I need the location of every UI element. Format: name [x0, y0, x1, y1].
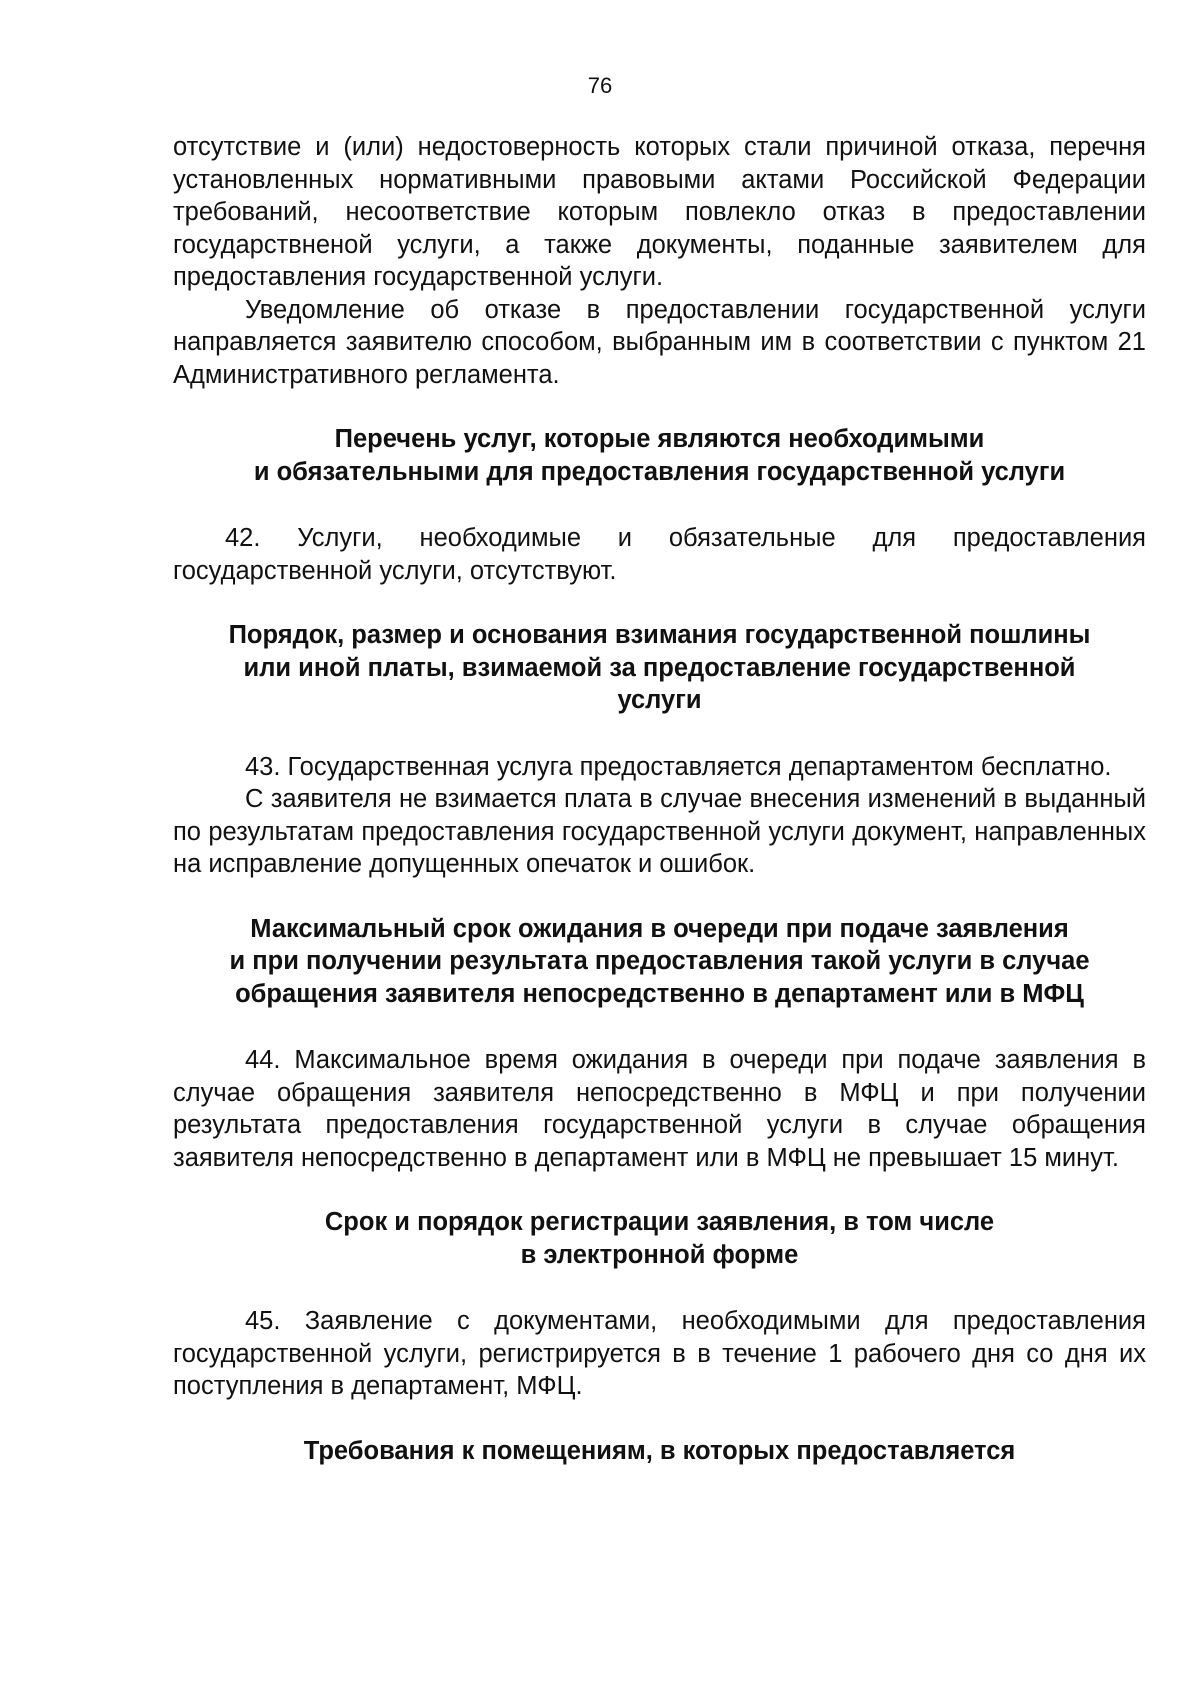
document-body	[173, 131, 1146, 1467]
heading-line: Требования к помещениям, в которых предоставляется	[303, 1436, 1016, 1465]
paragraph-45: 45. Заявление с документами, необходимыми для предоставления государственной услуги, регистрируется в в течение 1 рабочего дня со дня их поступления в департамент, МФЦ.	[173, 1307, 1146, 1400]
heading-line: Максимальный срок ожидания в очереди при подаче заявления	[250, 914, 1069, 943]
heading-waiting-time	[173, 913, 1146, 1011]
heading-line: или иной платы, взимаемой за предоставление государственной	[243, 653, 1076, 682]
heading-line: и при получении результата предоставления такой услуги в случае	[229, 947, 1090, 975]
paragraph-44: 44. Максимальное время ожидания в очереди при подаче заявления в случае обращения заявителя непосредственно в МФЦ и при получении результата предоставления государственной услуги в случае обращения заявителя непосредственно в департамент или в МФЦ не превышает 15 минут.	[173, 1046, 1146, 1172]
heading-line: в электронной форме	[520, 1240, 799, 1269]
heading-line: Срок и порядок регистрации заявления, в том числе	[324, 1208, 995, 1236]
heading-line: обращения заявителя непосредственно в департамент или в МФЦ	[235, 979, 1084, 1008]
heading-line: услуги	[617, 686, 702, 714]
heading-line: Перечень услуг, которые являются необходимыми	[334, 425, 985, 453]
paragraph-43: 43. Государственная услуга предоставляется департаментом бесплатно.	[245, 752, 1112, 781]
heading-line: и обязательными для предоставления государственной услуги	[253, 457, 1066, 486]
heading-registration	[173, 1206, 1146, 1271]
heading-required-services	[173, 423, 1146, 488]
paragraph-43-no-fee: С заявителя не взимается плата в случае внесения изменений в выданный по результатам предоставления государственной услуги документ, направленных на исправление допущенных опечаток и ошибок.	[173, 785, 1146, 878]
page-number: 76	[587, 73, 613, 98]
heading-fee-procedure	[173, 619, 1146, 717]
paragraph-refusal-documents: отсутствие и (или) недостоверность которых стали причиной отказа, перечня установленных нормативными правовыми актами Российской Федерации требований, несоответствие которым повлекло отказ в предоставлении государствненой услуги, а также документы, поданные заявителем для предоставления государственной услуги.	[173, 133, 1146, 291]
paragraph-refusal-notice: Уведомление об отказе в предоставлении государственной услуги направляется заявителю способом, выбранным им в соответствии с пунктом 21 Административного регламента.	[173, 295, 1146, 389]
heading-premises-requirements	[173, 1435, 1146, 1468]
paragraph-42: 42. Услуги, необходимые и обязательные для предоставления государственной услуги, отсутствуют.	[173, 524, 1146, 585]
heading-line: Порядок, размер и основания взимания государственной пошлины	[228, 621, 1091, 649]
